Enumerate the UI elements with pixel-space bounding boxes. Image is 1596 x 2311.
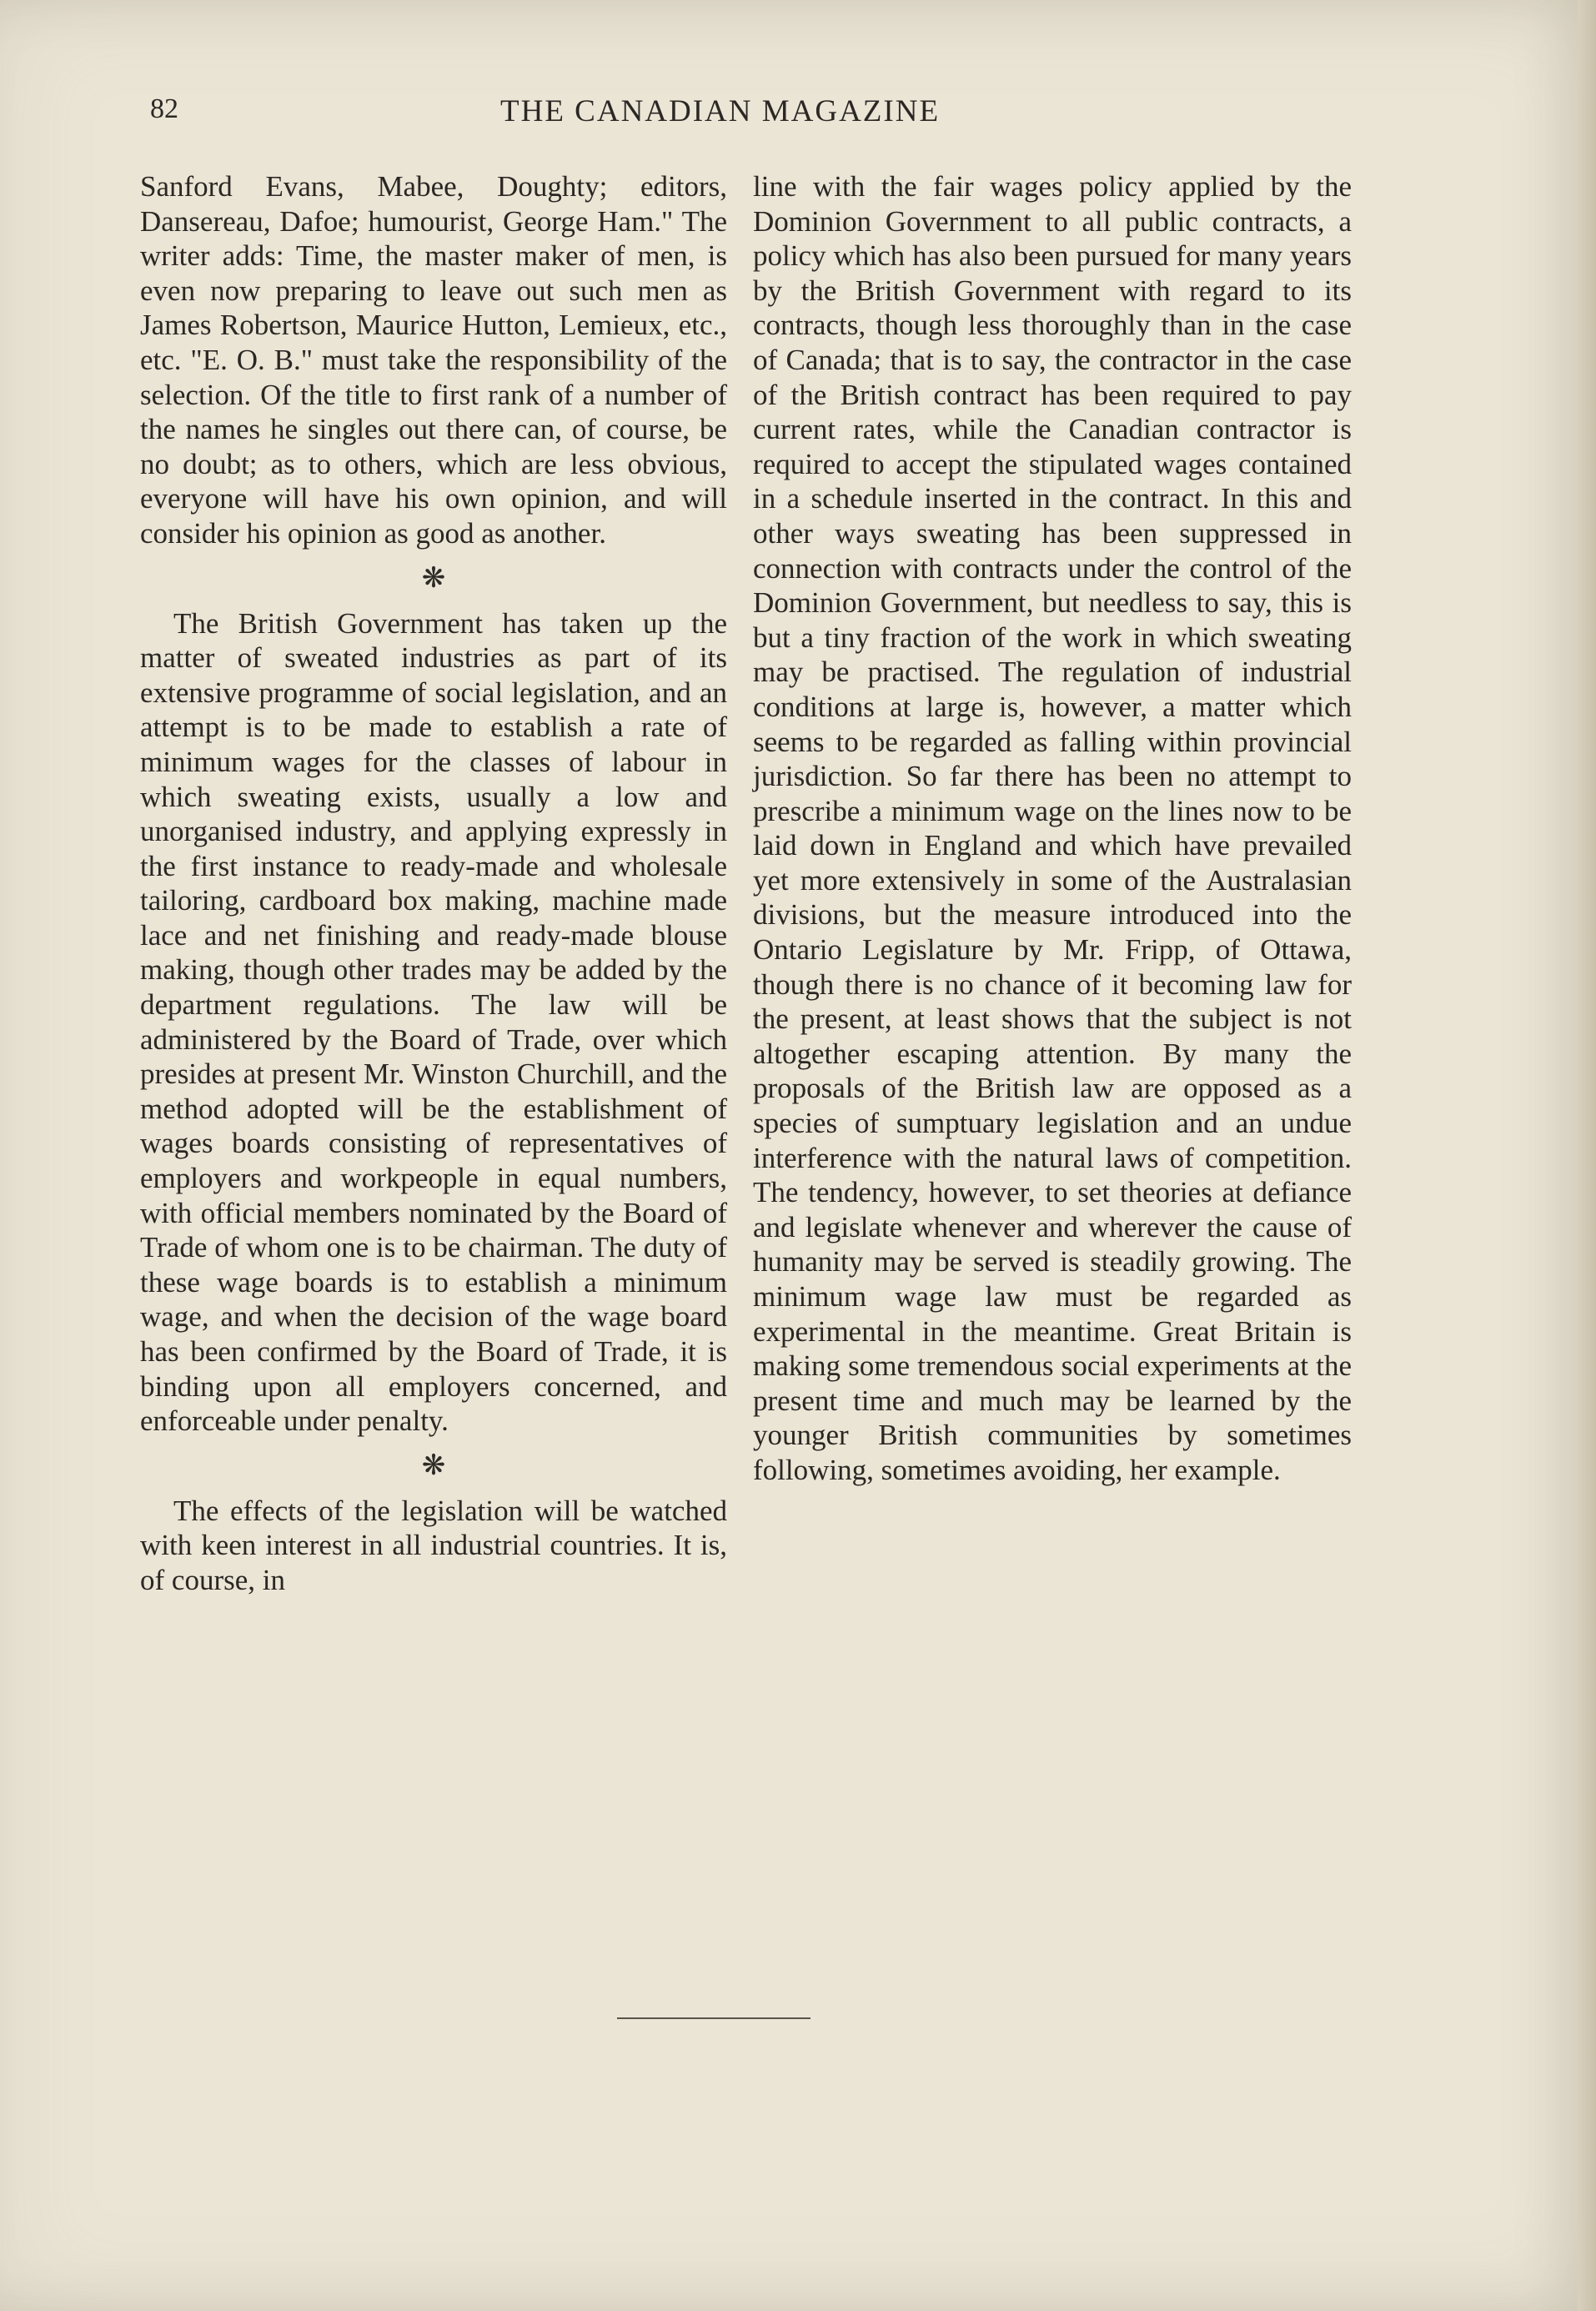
right-column: [753, 169, 1352, 1488]
left-paragraph-1: Sanford Evans, Mabee, Doughty; editors, Dansereau, Dafoe; humourist, George Ham." The writer adds: Time, the master maker of men, is even now preparing to leave out such men as James Robertson, Maurice Hutton, Lemieux, etc., etc. "E. O. B." must take the responsibility of the selection. Of the title to first rank of a number of the names he singles out there can, of course, be no doubt; as to others, which are less obvious, everyone will have his own opinion, and will consider his opinion as good as another.: [140, 170, 727, 550]
end-rule: [617, 2017, 811, 2019]
section-ornament: ❋: [421, 1449, 446, 1481]
right-paragraph-1: line with the fair wages policy applied by the Dominion Government to all public contracts, a policy which has also been pursued for many years by the British Government with regard to its contracts, though less thoroughly than in the case of Canada; that is to say, the contractor in the case of the British contract has been required to pay current rates, while the Canadian contractor is required to accept the stipulated wages contained in a schedule inserted in the contract. In this and other ways sweating has been suppressed in connection with contracts under the control of the Dominion Government, but needless to say, this is but a tiny fraction of the work in which sweating may be practised. The regulation of industrial conditions at large is, however, a matter which seems to be regarded as falling within provincial jurisdiction. So far there has been no attempt to prescribe a minimum wage on the lines now to be laid down in England and which have prevailed yet more extensively in some of the Australasian divisions, but the measure introduced into the Ontario Legislature by Mr. Fripp, of Ottawa, though there is no chance of it becoming law for the present, at least shows that the subject is not altogether escaping attention. By many the proposals of the British law are opposed as a species of sumptuary legislation and an undue interference with the natural laws of competition. The tendency, however, to set theories at defiance and legislate whenever and wherever the cause of humanity may be served is steadily growing. The minimum wage law must be regarded as experimental in the meantime. Great Britain is making some tremendous social experiments at the present time and much may be learned by the younger British communities by sometimes following, sometimes avoiding, her example.: [753, 170, 1352, 1486]
left-paragraph-3: The effects of the legislation will be watched with keen interest in all industrial countries. It is, of course, in: [140, 1494, 727, 1596]
running-title: THE CANADIAN MAGAZINE: [500, 94, 941, 128]
page-number: 82: [150, 93, 178, 124]
section-ornament: ❋: [421, 562, 446, 594]
left-paragraph-2: The British Government has taken up the matter of sweated industries as part of its extensive programme of social legislation, and an attempt is to be made to establish a rate of minimum wages for the classes of labour in which sweating exists, usually a low and unorganised industry, and applying expressly in the first instance to ready-made and wholesale tailoring, cardboard box making, machine made lace and net finishing and ready-made blouse making, though other trades may be added by the department regulations. The law will be administered by the Board of Trade, over which presides at present Mr. Winston Churchill, and the method adopted will be the establishment of wages boards consisting of representatives of employers and workpeople in equal numbers, with official members nominated by the Board of Trade of whom one is to be chairman. The duty of these wage boards is to establish a minimum wage, and when the decision of the wage board has been confirmed by the Board of Trade, it is binding upon all employers concerned, and enforceable under penalty.: [140, 606, 727, 1438]
page-header: [150, 93, 1418, 143]
left-column: [140, 169, 727, 1598]
page-edge: [1578, 0, 1596, 2311]
